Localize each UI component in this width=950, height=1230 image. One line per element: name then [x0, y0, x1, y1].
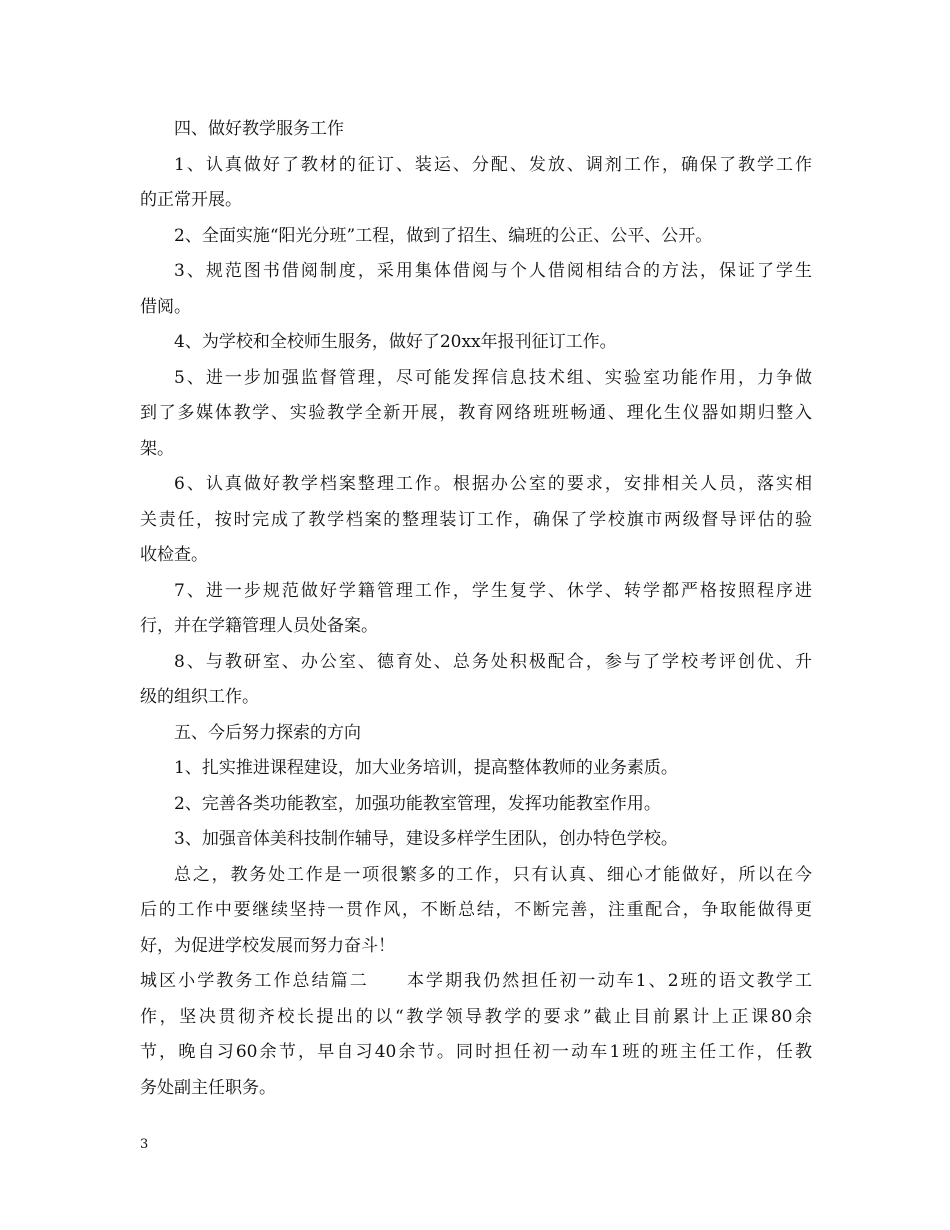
paragraph-line: 3、规范图书借阅制度，采用集体借阅与个人借阅相结合的方法，保证了学生: [174, 261, 812, 281]
paragraph-line: 作，坚决贯彻齐校长提出的以“教学领导教学的要求”截止目前累计上正课80余: [140, 1006, 812, 1027]
paragraph-line: 后的工作中要继续坚持一贯作风，不断总结，不断完善，注重配合，争取能做得更: [140, 900, 812, 920]
paragraph-line: 5、进一步加强监督管理，尽可能发挥信息技术组、实验室功能作用，力争做: [174, 367, 812, 388]
paragraph-line: 的正常开展。: [140, 190, 242, 210]
paragraph-line: 6、认真做好教学档案整理工作。根据办公室的要求，安排相关人员，落实相: [174, 474, 812, 494]
paragraph-line: 关责任，按时完成了教学档案的整理装订工作，确保了学校旗市两级督导评估的验: [140, 509, 812, 530]
paragraph-line: 务处副主任职务。: [140, 1077, 276, 1098]
paragraph-line: 到了多媒体教学、实验教学全新开展，教育网络班班畅通、理化生仪器如期归整入: [140, 403, 812, 423]
paragraph-line: 行，并在学籍管理人员处备案。: [140, 616, 378, 636]
paragraph-line: 3、加强音体美科技制作辅导，建设多样学生团队，创办特色学校。: [174, 829, 678, 849]
paragraph-line: 2、完善各类功能教室，加强功能教室管理，发挥功能教室作用。: [174, 793, 661, 814]
section-heading-four: 四、做好教学服务工作: [174, 119, 344, 139]
paragraph-line: 收检查。: [140, 545, 208, 565]
paragraph-line: 架。: [140, 438, 174, 459]
page-number: 3: [140, 1137, 149, 1152]
paragraph-line: 1、扎实推进课程建设，加大业务培训，提高整体教师的业务素质。: [174, 758, 678, 778]
paragraph-line: 1、认真做好了教材的征订、装运、分配、发放、调剂工作，确保了教学工作: [174, 154, 812, 175]
paragraph-line: 总之，教务处工作是一项很繁多的工作，只有认真、细心才能做好，所以在今: [174, 864, 812, 885]
paragraph-line: 2、全面实施“阳光分班”工程，做到了招生、编班的公正、公平、公开。: [174, 225, 713, 246]
paragraph-line: 节，晚自习60余节，早自习40余节。同时担任初一动车1班的班主任工作，任教: [140, 1042, 812, 1062]
paragraph-line: 好，为促进学校发展而努力奋斗！: [140, 935, 395, 956]
document-body: [140, 112, 812, 1106]
paragraph-line: 借阅。: [140, 296, 191, 317]
paragraph-line: 级的组织工作。: [140, 687, 259, 707]
paragraph-line: 城区小学教务工作总结篇二 本学期我仍然担任初一动车1、2班的语文教学工: [140, 971, 812, 991]
paragraph-line: 8、与教研室、办公室、德育处、总务处积极配合，参与了学校考评创优、升: [174, 651, 812, 672]
paragraph-line: 4、为学校和全校师生服务，做好了20xx年报刊征订工作。: [174, 332, 617, 352]
section-heading-five: 五、今后努力探索的方向: [174, 722, 361, 743]
paragraph-line: 7、进一步规范做好学籍管理工作，学生复学、休学、转学都严格按照程序进: [174, 580, 812, 601]
